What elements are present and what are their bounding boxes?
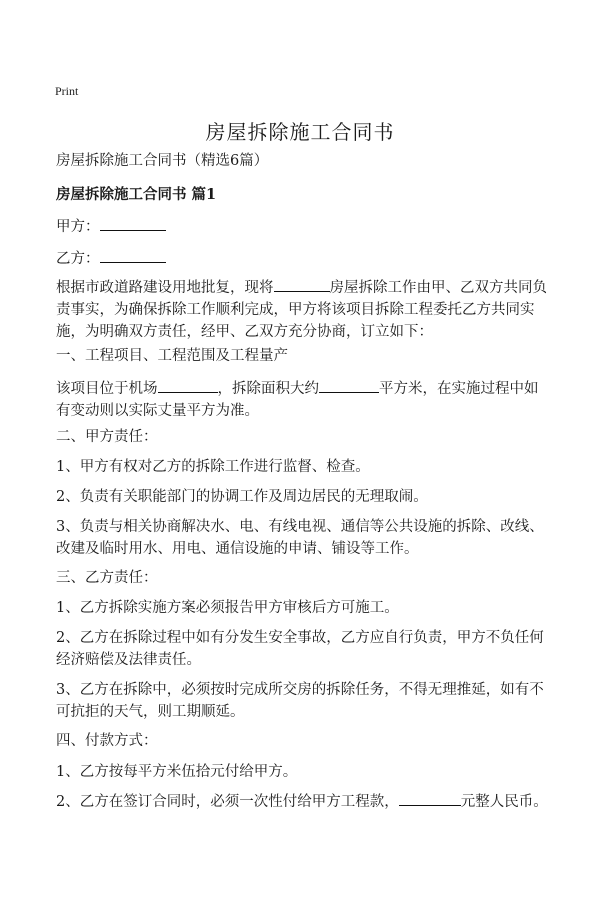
party-b-label: 乙方： — [56, 251, 100, 267]
print-link[interactable]: Print — [55, 84, 79, 98]
clause2-item1: 1、甲方有权对乙方的拆除工作进行监督、检查。 — [56, 459, 370, 475]
clause3-heading: 三、乙方责任： — [56, 570, 158, 586]
party-b-line — [56, 248, 548, 270]
clause3-item3: 3、乙方在拆除中，必须按时完成所交房的拆除任务，不得无理推延，如有不可抗拒的天气，则工期顺延。 — [56, 682, 544, 720]
clause2-item3: 3、负责与相关协商解决水、电、有线电视、通信等公共设施的拆除、改线、改建及临时用水、用电、通信设施的申请、铺设等工作。 — [56, 519, 544, 557]
clause1-text-2: ，拆除面积大约 — [217, 381, 319, 397]
intro-text-1: 根据市政道路建设用地批复，现将 — [56, 280, 274, 296]
section-heading: 房屋拆除施工合同书 篇1 — [56, 186, 217, 203]
clause1-paragraph — [56, 378, 548, 422]
clause1-heading: 一、工程项目、工程范围及工程量产 — [56, 348, 288, 364]
intro-paragraph — [56, 277, 548, 343]
clause2-item2: 2、负责有关职能部门的协调工作及周边居民的无理取闹。 — [56, 489, 428, 505]
party-b-blank — [100, 248, 166, 263]
party-a-blank — [100, 216, 166, 231]
party-a-label: 甲方： — [56, 219, 100, 235]
location-blank — [158, 378, 218, 393]
clause4-item2 — [56, 791, 548, 813]
document-subtitle: 房屋拆除施工合同书（精选6篇） — [56, 153, 269, 169]
clause3-item1: 1、乙方拆除实施方案必须报告甲方审核后方可施工。 — [56, 600, 399, 616]
payment-amount-blank — [399, 791, 461, 806]
document-title: 房屋拆除施工合同书 — [205, 120, 395, 144]
clause4-item2-text-2: 元整人民币。 — [460, 794, 548, 810]
clause3-item2: 2、乙方在拆除过程中如有分发生安全事故，乙方应自行负责，甲方不负任何经济赔偿及法律责任。 — [56, 630, 544, 668]
clause2-heading: 二、甲方责任： — [56, 429, 158, 445]
intro-text-2: 房屋拆除工作由甲、乙双方共同负责事实，为确保拆除工作顺利完成，甲方将该项目拆除工程委托乙方共同实施，为明确双方责任，经甲、乙双方充分协商，订立如下： — [56, 280, 547, 340]
clause4-heading: 四、付款方式： — [56, 733, 158, 749]
clause4-item1: 1、乙方按每平方米伍拾元付给甲方。 — [56, 764, 298, 780]
clause1-text-1: 该项目位于机场 — [56, 381, 158, 397]
area-blank — [319, 378, 379, 393]
party-a-line — [56, 216, 548, 238]
clause1-text-3: 平方米，在实施过程中如有变动则以实际丈量平方为准。 — [56, 381, 539, 419]
project-name-blank — [274, 277, 330, 292]
clause4-item2-text-1: 2、乙方在签订合同时，必须一次性付给甲方工程款， — [56, 794, 399, 810]
